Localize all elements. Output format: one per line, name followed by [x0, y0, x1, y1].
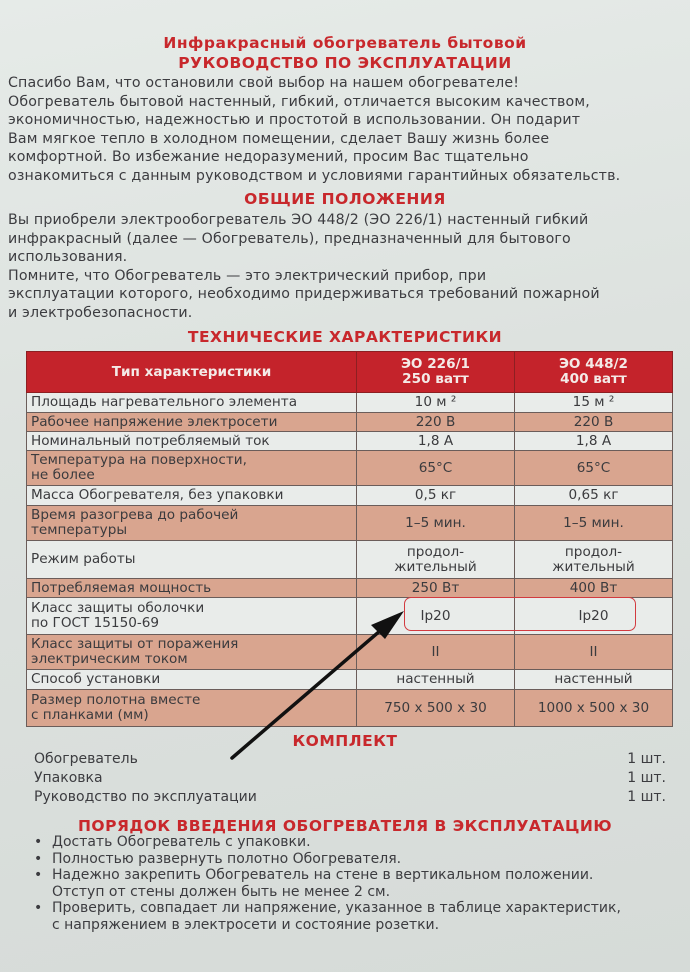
spec-value-model-1: 10 м ²: [357, 393, 515, 413]
spec-value-model-2: 1,8 А: [515, 432, 673, 451]
spec-value-model-1: 220 В: [357, 413, 515, 432]
spec-name-line: с планками (мм): [31, 707, 149, 723]
general-line: эксплуатации которого, необходимо придерживаться требований пожарной: [8, 286, 600, 303]
spec-value-model-2: 1000 x 500 x 30: [515, 690, 673, 727]
model-1-power: 250 ватт: [402, 371, 469, 387]
spec-value-model-1: 65°С: [357, 451, 515, 486]
spec-value-line: продол-: [564, 543, 623, 560]
product-title: Инфракрасный обогреватель бытовой: [163, 34, 527, 52]
intro-line: экономичностью, надежностью и простотой в использовании. Он подарит: [8, 112, 581, 129]
spec-value-line: жительный: [552, 558, 635, 575]
spec-value-model-2: 1–5 мин.: [515, 506, 673, 541]
bullet-icon: •: [34, 867, 43, 883]
intro-line: ознакомиться с данным руководством и условиями гарантийных обязательств.: [8, 167, 621, 184]
spec-name-line: Площадь нагревательного элемента: [31, 394, 298, 410]
manual-title: РУКОВОДСТВО ПО ЭКСПЛУАТАЦИИ: [178, 54, 512, 72]
kit-item-name: Руководство по эксплуатации: [34, 789, 257, 805]
intro-line: Вам мягкое тепло в холодном помещении, сделает Вашу жизнь более: [8, 130, 550, 147]
spec-name-line: Способ установки: [31, 671, 161, 687]
spec-value-model-1: Ip20: [357, 598, 515, 635]
procedure-line: с напряжением в электросети и состояние розетки.: [52, 916, 440, 933]
model-2-power: 400 ватт: [560, 371, 627, 387]
spec-name-line: Температура на поверхности,: [31, 452, 247, 468]
procedure-item: [34, 834, 674, 851]
spec-name-line: по ГОСТ 15150-69: [31, 615, 160, 631]
spec-value-model-2: II: [515, 635, 673, 670]
specs-heading: ТЕХНИЧЕСКИЕ ХАРАКТЕРИСТИКИ: [187, 328, 503, 346]
general-heading: ОБЩИЕ ПОЛОЖЕНИЯ: [244, 190, 446, 208]
kit-item-qty: 1 шт.: [627, 770, 666, 786]
spec-name-line: температуры: [31, 522, 128, 538]
spec-value-model-1: 0,5 кг: [357, 486, 515, 506]
spec-value-line: продол-: [406, 543, 465, 560]
spec-value-model-1: 750 x 500 x 30: [357, 690, 515, 727]
spec-value-model-2: 65°С: [515, 451, 673, 486]
spec-name-line: Масса Обогревателя, без упаковки: [31, 487, 284, 503]
spec-value-model-2: Ip20: [515, 598, 673, 635]
bullet-icon: •: [34, 850, 43, 867]
spec-name-line: Рабочее напряжение электросети: [31, 413, 278, 430]
kit-item: [34, 769, 666, 788]
procedure-item: [34, 900, 674, 933]
procedure-text: [52, 834, 311, 851]
bullet-icon: •: [34, 834, 43, 850]
spec-name-line: Класс защиты от поражения: [31, 636, 239, 652]
spec-value-model-2: настенный: [515, 670, 673, 690]
spec-name-line: Размер полотна вместе: [31, 692, 201, 708]
kit-item-name: Обогреватель: [34, 751, 138, 767]
model-2-name: ЭО 448/2: [558, 356, 629, 372]
spec-value-model-1: 1,8 А: [357, 432, 515, 451]
procedure-heading: ПОРЯДОК ВВЕДЕНИЯ ОБОГРЕВАТЕЛЯ В ЭКСПЛУАТАЦИЮ: [77, 817, 613, 835]
intro-line: Обогреватель бытовой настенный, гибкий, отличается высоким качеством,: [8, 93, 590, 110]
kit-list: [34, 750, 666, 807]
intro-line: Спасибо Вам, что остановили свой выбор на нашем обогревателе!: [8, 75, 520, 91]
procedure-line: Достать Обогреватель с упаковки.: [52, 834, 311, 850]
spec-value-model-2: 220 В: [515, 413, 673, 432]
model-1-name: ЭО 226/1: [400, 356, 471, 372]
spec-name-line: Время разогрева до рабочей: [31, 507, 239, 523]
procedure-line: Надежно закрепить Обогреватель на стене в вертикальном положении.: [52, 867, 594, 883]
kit-item: [34, 788, 666, 807]
spec-value-model-1: 250 Вт: [357, 579, 515, 598]
header-type: Тип характеристики: [27, 352, 357, 393]
spec-name-line: не более: [31, 467, 95, 483]
procedure-line: Проверить, совпадает ли напряжение, указанное в таблице характеристик,: [52, 900, 621, 916]
spec-name-line: электрическим током: [31, 651, 188, 667]
general-line: Помните, что Обогреватель — это электрический прибор, при: [8, 267, 487, 284]
general-line: использования.: [8, 249, 128, 266]
kit-heading: КОМПЛЕКТ: [292, 732, 398, 750]
procedure-list: [34, 834, 674, 933]
bullet-icon: •: [34, 900, 43, 916]
spec-name-line: Класс защиты оболочки: [31, 600, 205, 616]
procedure-item: [34, 851, 674, 868]
spec-value-model-1: настенный: [357, 670, 515, 690]
general-line: инфракрасный (далее — Обогреватель), предназначенный для бытового: [8, 230, 571, 247]
procedure-text: [52, 900, 621, 933]
kit-item: [34, 750, 666, 769]
spec-name-line: Потребляемая мощность: [31, 579, 212, 596]
procedure-text: [52, 867, 593, 900]
procedure-text: [52, 851, 401, 868]
spec-value-model-1: II: [357, 635, 515, 670]
spec-value-model-2: 0,65 кг: [515, 486, 673, 506]
kit-item-qty: 1 шт.: [627, 789, 666, 805]
spec-value-model-2: 400 Вт: [515, 579, 673, 598]
intro-line: комфортной. Во избежание недоразумений, просим Вас тщательно: [8, 149, 529, 166]
spec-value-model-1: 1–5 мин.: [357, 506, 515, 541]
spec-name-line: Режим работы: [31, 551, 136, 567]
procedure-item: [34, 867, 674, 900]
procedure-line: Полностью развернуть полотно Обогревателя.: [52, 850, 402, 867]
spec-value-line: жительный: [394, 558, 477, 575]
general-line: и электробезопасности.: [8, 304, 193, 321]
spec-value-model-2: 15 м ²: [515, 393, 673, 413]
procedure-line: Отступ от стены должен быть не менее 2 см.: [52, 883, 391, 900]
kit-item-name: Упаковка: [34, 770, 103, 786]
general-line: Вы приобрели электрообогреватель ЭО 448/2 (ЭО 226/1) настенный гибкий: [8, 212, 589, 228]
kit-item-qty: 1 шт.: [627, 751, 666, 767]
spec-name-line: Номинальный потребляемый ток: [31, 432, 270, 449]
